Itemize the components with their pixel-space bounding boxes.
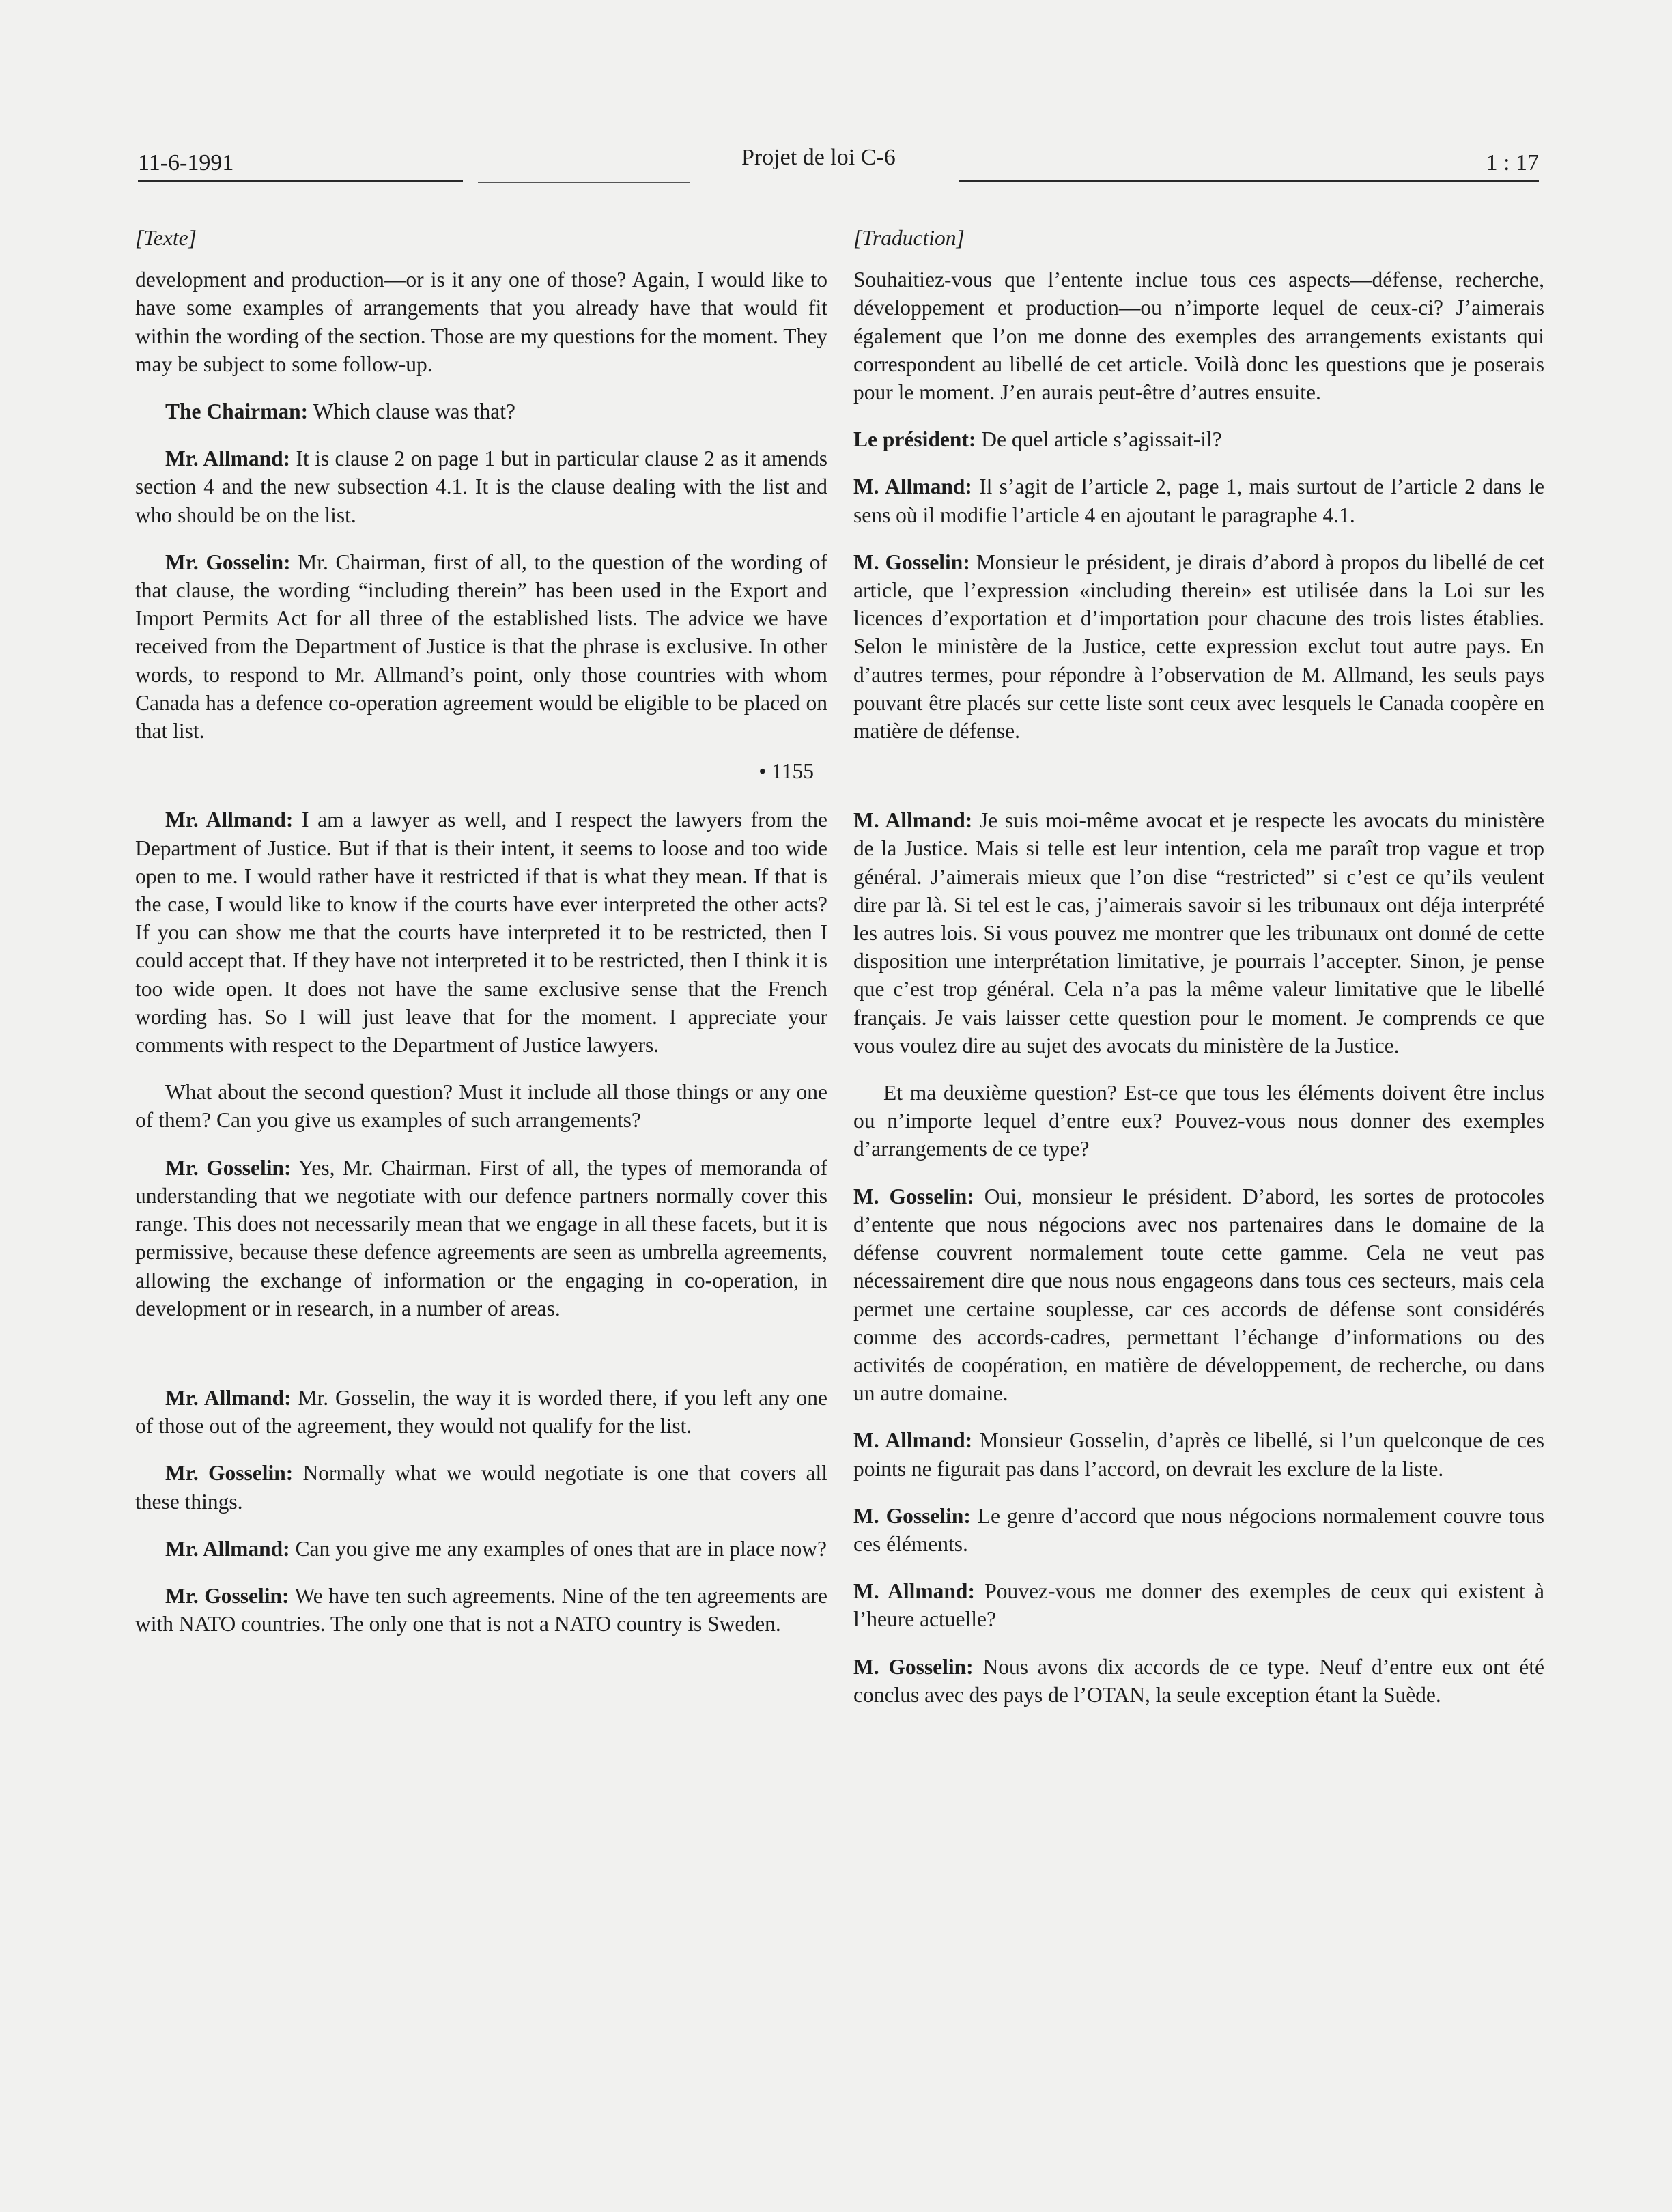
- paragraph: Mr. Allmand: Mr. Gosselin, the way it is worded there, if you left any one of those out of the agreement, they would not qualify for the list.: [135, 1385, 827, 1438]
- speaker-name: Mr. Gosselin:: [165, 550, 291, 574]
- paragraph: Le président: De quel article s’agissait-il?: [853, 427, 1222, 452]
- paragraph: Mr. Allmand: It is clause 2 on page 1 but in particular clause 2 as it amends section 4 and the new subsection 4.1. It is the clause dealing with the list and who should be on the list.: [135, 446, 827, 527]
- column-label: [Texte]: [135, 226, 197, 250]
- page-header: [138, 143, 1539, 184]
- speaker-name: Mr. Allmand:: [165, 446, 291, 471]
- paragraph: The Chairman: Which clause was that?: [165, 399, 515, 424]
- header-date: 11-6-1991: [138, 150, 234, 175]
- paragraph: M. Gosselin: Monsieur le président, je dirais d’abord à propos du libellé de cet article, que l’expression «including therein» est utilisée dans la Loi sur les licences d’exportation et d’importation pour chacune des trois listes établies. Selon le ministère de la Justice, cette expression exclut tout autre pays. En d’autres termes, pour répondre à l’observation de M. Allmand, les seuls pays pouvant être placés sur cette liste sont ceux avec lesquels le Canada coopère en matière de défense.: [853, 550, 1544, 743]
- header-rule-left: [138, 180, 463, 182]
- paragraph: Mr. Gosselin: Mr. Chairman, first of all, to the question of the wording of that clause, the wording “including therein” has been used in the Export and Import Permits Act for all three of the established lists. The advice we have received from the Department of Justice is that the phrase is exclusive. In other words, to respond to Mr. Allmand’s point, only those countries with whom Canada has a defence co-operation agreement would be eligible to be placed on that list.: [135, 550, 828, 743]
- speaker-name: Le président:: [853, 427, 976, 452]
- paragraph: M. Gosselin: Nous avons dix accords de ce type. Neuf d’entre eux ont été conclus avec des pays de l’OTAN, la seule exception étant la Suède.: [853, 1654, 1544, 1707]
- speaker-name: Mr. Allmand:: [165, 1385, 292, 1410]
- speaker-name: Mr. Gosselin:: [165, 1461, 294, 1486]
- paragraph: M. Allmand: Pouvez-vous me donner des exemples de ceux qui existent à l’heure actuelle?: [853, 1579, 1545, 1632]
- speaker-name: The Chairman:: [165, 399, 309, 424]
- header-title: Projet de loi C-6: [741, 145, 896, 170]
- header-page-number: 1 : 17: [1486, 150, 1539, 175]
- header-rule-middle: [478, 182, 690, 183]
- paragraph: Mr. Gosselin: Normally what we would negotiate is one that covers all these things.: [135, 1461, 827, 1514]
- paragraph: Mr. Allmand: I am a lawyer as well, and I respect the lawyers from the Department of Justice. But if that is their intent, it seems to loose and too wide open to me. I would rather have it restricted if that is what they mean. If that is the case, I would like to know if the courts have ever interpreted the other acts? If you can show me that the courts have interpreted it to be restricted, then I could accept that. If they have not interpreted it to be restricted, then I think it is too wide open. It does not have the same exclusive sense that the French wording has. So I will just leave that for the moment. I appreciate your comments with respect to the Department of Justice lawyers.: [135, 808, 828, 1058]
- speaker-name: M. Gosselin:: [853, 1503, 971, 1528]
- time-marker: • 1155: [759, 759, 814, 784]
- paragraph: M. Allmand: Je suis moi-même avocat et je respecte les avocats du ministère de la Justice. Mais si telle est leur intention, cela me paraît trop vague et trop général. J’aimerais mieux que l’on dise “restricted” si c’est ce qu’ils veulent dire par là. Si tel est le cas, j’aimerais savoir si les tribunaux ont déja interprété les autres lois. Si vous pouvez me montrer que les tribunaux ont donné de cette disposition une interprétation limitative, je pourrais l’accepter. Sinon, je pense que c’est trop général. Cela n’a pas la même valeur limitative que le libellé français. Je vais laisser cette question pour le moment. Je comprends ce que vous voulez dire au sujet des avocats du ministère de la Justice.: [853, 808, 1545, 1058]
- paragraph: Mr. Gosselin: We have ten such agreements. Nine of the ten agreements are with NATO countries. The only one that is not a NATO country is Sweden.: [135, 1583, 827, 1636]
- speaker-name: M. Allmand:: [853, 808, 973, 833]
- paragraph: Souhaitiez-vous que l’entente inclue tous ces aspects—défense, recherche, développement et production—ou n’importe lequel de ceux-ci? J’aimerais également que l’on me donne des exemples des arrangements existants qui correspondent au libellé de cet article. Voilà donc les questions que je poserais pour le moment. J’en aurais peut-être d’autres ensuite.: [853, 268, 1544, 405]
- header-rule-right: [959, 180, 1539, 182]
- paragraph: M. Gosselin: Oui, monsieur le président. D’abord, les sortes de protocoles d’entente que nous négocions avec nos partenaires dans le domaine de la défense couvrent normalement toute cette gamme. Cela ne veut pas nécessairement dire que nous nous engageons dans tous ces secteurs, mais cela permet une certaine souplesse, car ces accords de défense sont considérés comme des accords-cadres, permettant l’échange d’informations ou des activités de coopération, en matière de développement, de recherche, ou dans un autre domaine.: [853, 1184, 1544, 1406]
- speaker-name: M. Gosselin:: [853, 1184, 974, 1208]
- speaker-name: Mr. Gosselin:: [165, 1583, 289, 1608]
- speaker-name: Mr. Gosselin:: [165, 1155, 292, 1180]
- paragraph: M. Allmand: Monsieur Gosselin, d’après ce libellé, si l’un quelconque de ces points ne figurait pas dans l’accord, on devrait les exclure de la liste.: [853, 1428, 1544, 1481]
- speaker-name: M. Allmand:: [853, 1428, 973, 1453]
- speaker-name: Mr. Allmand:: [165, 1536, 290, 1561]
- column-label: [Traduction]: [853, 226, 965, 250]
- paragraph: M. Allmand: Il s’agit de l’article 2, page 1, mais surtout de l’article 2 dans le sens où il modifie l’article 4 en ajoutant le paragraphe 4.1.: [853, 474, 1544, 527]
- paragraph: Mr. Allmand: Can you give me any examples of ones that are in place now?: [165, 1536, 827, 1561]
- speaker-name: M. Allmand:: [853, 474, 972, 499]
- paragraph: What about the second question? Must it include all those things or any one of them? Can you give us examples of such arrangements?: [135, 1080, 827, 1133]
- speaker-name: M. Allmand:: [853, 1579, 975, 1604]
- english-column: [135, 224, 827, 1638]
- speaker-name: M. Gosselin:: [853, 1654, 974, 1679]
- french-column: [853, 224, 1544, 1709]
- paragraph: M. Gosselin: Le genre d’accord que nous négocions normalement couvre tous ces éléments.: [853, 1503, 1544, 1556]
- paragraph: development and production—or is it any one of those? Again, I would like to have some examples of arrangements that you already have that would fit within the wording of the section. Those are my questions for the moment. They may be subject to some follow-up.: [135, 268, 827, 376]
- paragraph: Et ma deuxième question? Est-ce que tous les éléments doivent être inclus ou n’importe lequel d’entre eux? Pouvez-vous nous donner des exemples d’arrangements de ce type?: [853, 1081, 1544, 1161]
- paragraph: Mr. Gosselin: Yes, Mr. Chairman. First of all, the types of memoranda of understanding that we negotiate with our defence partners normally cover this range. This does not necessarily mean that we engage in all these facets, but it is permissive, because these defence agreements are seen as umbrella agreements, allowing the exchange of information or the engaging in co-operation, in development or in research, in a number of areas.: [135, 1155, 827, 1320]
- speaker-name: M. Gosselin:: [853, 550, 970, 574]
- speaker-name: Mr. Allmand:: [165, 808, 294, 832]
